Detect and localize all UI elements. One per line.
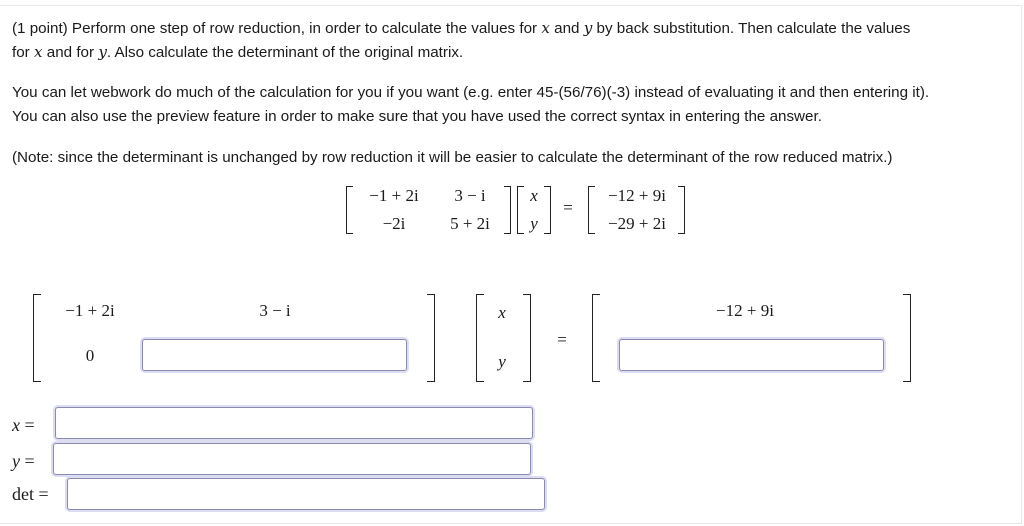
vector-entry-x: x — [530, 186, 538, 205]
matrix-entry: 0 — [85, 346, 95, 365]
matrix-bracket-right — [427, 294, 435, 382]
y-answer-input[interactable] — [53, 443, 531, 475]
equals-sign: = — [557, 330, 567, 349]
rhs-bracket-right — [678, 186, 685, 234]
matrix-bracket-left — [346, 186, 353, 234]
matrix-entry: −1 + 2i — [65, 301, 115, 320]
instructions-line2: You can also use the preview feature in order to make sure that you have used the correct syntax in entering the answer. — [12, 108, 822, 125]
y-label: y = — [12, 451, 35, 471]
matrix-entry: −1 + 2i — [369, 186, 419, 205]
x-label: x = — [12, 415, 35, 435]
rhs-entry: −29 + 2i — [608, 214, 666, 233]
matrix-bracket-right — [504, 186, 511, 234]
reduced-b2-input[interactable] — [619, 339, 884, 371]
rhs-bracket-left — [592, 294, 600, 382]
rhs-entry: −12 + 9i — [608, 186, 666, 205]
vector-bracket-right — [544, 186, 551, 234]
vector-entry-y: y — [530, 214, 538, 233]
problem-statement-line2: for x and for y. Also calculate the determinant of the original matrix. — [12, 43, 464, 61]
matrix-entry: 5 + 2i — [450, 214, 490, 233]
det-answer-input[interactable] — [67, 478, 545, 510]
matrix-entry: 3 − i — [259, 301, 291, 320]
note-text: (Note: since the determinant is unchanged by row reduction it will be easier to calculate the determinant of the row reduced matrix.) — [12, 149, 893, 166]
vector-entry-y: y — [498, 352, 506, 371]
vector-entry-x: x — [498, 303, 506, 322]
vector-bracket-left — [476, 294, 484, 382]
vector-bracket-right — [523, 294, 531, 382]
det-label: det = — [12, 484, 49, 504]
problem-statement-line1: (1 point) Perform one step of row reduction, in order to calculate the values for x and y by back substitution. Then calculate the values — [12, 19, 911, 37]
matrix-entry: 3 − i — [454, 186, 486, 205]
rhs-bracket-right — [903, 294, 911, 382]
matrix-entry: −2i — [382, 214, 406, 233]
x-answer-input[interactable] — [55, 407, 533, 439]
matrix-bracket-left — [33, 294, 41, 382]
reduced-a22-input[interactable] — [142, 339, 407, 371]
instructions-line1: You can let webwork do much of the calculation for you if you want (e.g. enter 45-(56/76)(-3) instead of evaluating it and then entering it). — [12, 84, 930, 101]
equals-sign: = — [563, 198, 573, 217]
rhs-entry: −12 + 9i — [716, 301, 774, 320]
